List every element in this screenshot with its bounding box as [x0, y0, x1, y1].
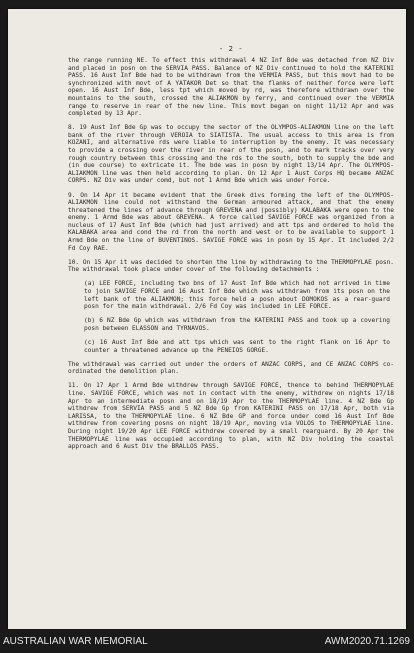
detachment-c: (c) 16 Aust Inf Bde and att tps which was sent to the right flank on 16 Apr to counter a threatened advance up the PENEIOS GORGE. [84, 339, 390, 354]
detachment-a: (a) LEE FORCE, including two bns of 17 Aust Inf Bde which had not arrived in time to join SAVIGE FORCE and 16 Aust Inf Bde which was withdrawn from its posn on the left bank of the ALIAKMON; this force held a posn about DOMOKOS as a rear-guard posn for the main withdrawal. 2/6 Fd Coy was included in LEE FORCE. [84, 280, 390, 311]
document-page [8, 9, 406, 629]
paragraph-continuation: the range running NE. To effect this withdrawal 4 NZ Inf Bde was detached from NZ Div and placed in posn on the SERVIA PASS. Balance of NZ Div continued to hold the KATERINI PASS. 16 Aust Inf Bde had to be withdrawn from the VERMIA PASS, but this movt had to be synchronized with movt of A YATAKOR Det so that the flanks of neither force were left open. 16 Aust Inf Bde, less tpt which moved by rd, was therefore withdrawn over the mountains to the south, crossed the ALIAKMON by ferry, and continued over the VERMIA range to reserve in rear of the new line. This movt began on night 11/12 Apr and was completed by 13 Apr. [68, 57, 394, 118]
archive-footer [0, 629, 414, 653]
footer-accession-number: AWM2020.71.1269 [324, 636, 410, 647]
document-body [68, 9, 394, 457]
paragraph-10: 10. On 15 Apr it was decided to shorten the line by withdrawing to the THERMOPYLAE posn. The withdrawal took place under cover of the following detachments : [68, 258, 394, 274]
paragraph-9: 9. On 14 Apr it became evident that the Greek divs forming the left of the OLYMPOS-ALIAKMON line could not withstand the German armoured attack, and that the enemy threatened the lines of advance through GREVENA and (possibly) KALABAKA were open to the enemy. 1 Armd Bde was about GREVENA. A force called SAVIGE FORCE was organized from a nucleus of 17 Aust Inf Bde (which had just arrived) and att tps and ordered to hold the KALABAKA area and cond the rd from the north and west or to be available to support 1 Armd Bde on the line of BUVENTINOS. SAVIGE FORCE was in posn by 15 Apr. It included 2/2 Fd Coy RAE. [68, 191, 394, 252]
detachment-b: (b) 6 NZ Bde Gp which was withdrawn from the KATERINI PASS and took up a covering posn between ELASSON and TYRNAVOS. [84, 317, 390, 332]
closing-paragraph: The withdrawal was carried out under the orders of ANZAC CORPS, and CE ANZAC CORPS co-ordinated the demolition plan. [68, 360, 394, 376]
footer-institution: AUSTRALIAN WAR MEMORIAL [3, 636, 148, 647]
paragraph-11: 11. On 17 Apr 1 Armd Bde withdrew through SAVIGE FORCE, thence to behind THERMOPYLAE line. SAVIGE FORCE, which was not in contact with the enemy, withdrew on nights 17/18 Apr to an intermediate posn and on 18/19 Apr to the THERMOPYLAE line. 4 NZ Bde Gp withdrew from SERVIA PASS and 5 NZ Bde Gp from KATERINI PASS on 17/18 Apr, both via LARISSA, to the THERMOPYLAE line. 6 NZ Bde GP and force under comd 16 Aust Inf Bde withdrew from covering posns on night 18/19 Apr, moving via VOLOS to THERMOPYLAE line. During night 19/20 Apr LEE FORCE withdrew covered by a small rearguard. By 20 Apr the THERMOPYLAE line was occupied according to plan, with NZ Div holding the coastal approach and 6 Aust Div the BRALLOS PASS. [68, 382, 394, 451]
page-number: - 2 - [218, 44, 244, 53]
paragraph-8: 8. 19 Aust Inf Bde Gp was to occupy the sector of the OLYMPOS-ALIAKMON line on the left bank of the river through VEROIA to SIATISTA. The usual access to this area is from KOZANI, and alternative rds were liable to interruption by the enemy. It was necessary to provide a crossing over the river in rear of the posn, and to mark tracks over very rough country between this crossing and the rds to the south, both to supply the bde and (in due course) to extricate it. The bde was in posn by night 13/14 Apr. The OLYMPOS-ALIAKMON line was then held according to plan. On 12 Apr 1 Aust Corps HQ became ANZAC CORPS. NZ Div was under comd, but not 1 Armd Bde which was under Force. [68, 124, 394, 185]
